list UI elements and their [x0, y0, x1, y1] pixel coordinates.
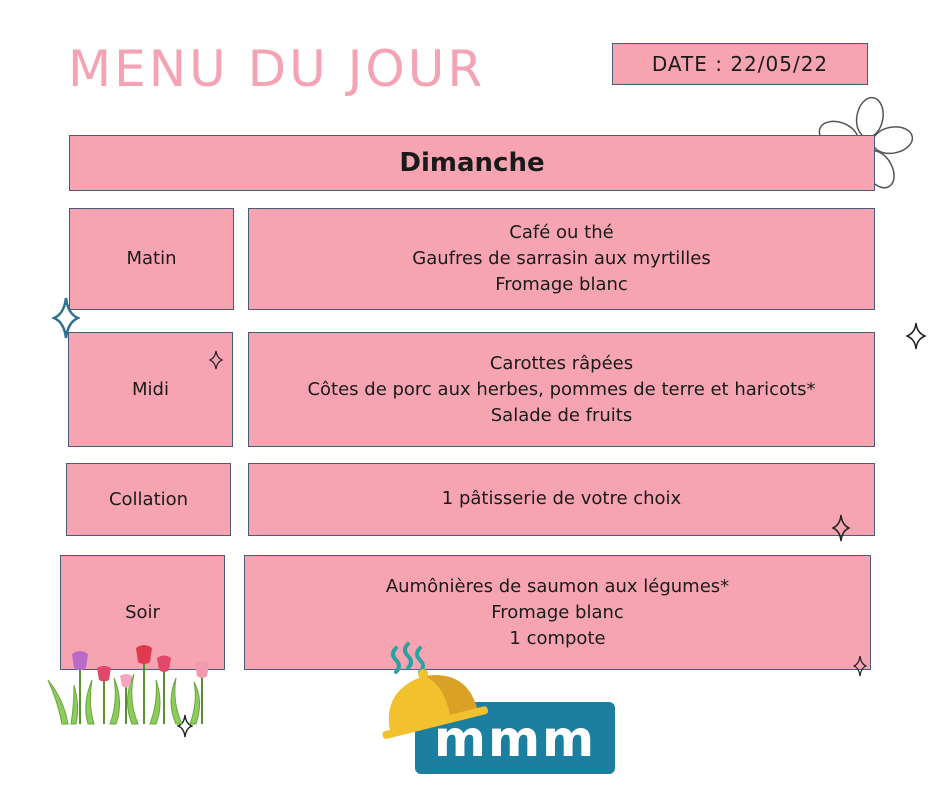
meal-item: Aumônières de saumon aux légumes* [385, 575, 730, 597]
meal-item: Café ou thé [509, 222, 614, 243]
sparkle-icon [209, 350, 223, 370]
logo-text: mmm [433, 710, 597, 768]
meal-label: Matin [126, 248, 177, 269]
sparkle-icon [853, 655, 867, 677]
date-box [612, 43, 868, 85]
meal-label: Soir [125, 601, 160, 623]
meal-label: Midi [132, 378, 169, 400]
meal-label: Collation [108, 488, 189, 510]
tulips-illustration [44, 640, 214, 726]
sparkle-icon [52, 296, 80, 340]
meal-item: Salade de fruits [490, 404, 633, 426]
mmm-logo [378, 640, 618, 780]
day-header [69, 135, 875, 191]
meal-items-midi [248, 332, 875, 447]
meal-item: Fromage blanc [491, 601, 624, 623]
meal-item: Fromage blanc [495, 274, 628, 295]
menu-title: MENU DU JOUR [68, 40, 486, 98]
meal-items-matin [248, 208, 875, 310]
sparkle-icon [906, 322, 926, 350]
date-text: DATE : 22/05/22 [651, 52, 829, 76]
meal-item: Côtes de porc aux herbes, pommes de terre et haricots* [307, 378, 816, 400]
sparkle-icon [832, 514, 850, 542]
meal-item: Gaufres de sarrasin aux myrtilles [412, 248, 711, 269]
meal-item: Carottes râpées [489, 352, 634, 374]
day-name: Dimanche [399, 148, 545, 178]
meal-item: 1 pâtisserie de votre choix [441, 488, 682, 509]
meal-item: 1 compote [509, 627, 606, 649]
meal-label-collation [66, 463, 231, 536]
meal-label-matin [69, 208, 234, 310]
meal-items-collation [248, 463, 875, 536]
